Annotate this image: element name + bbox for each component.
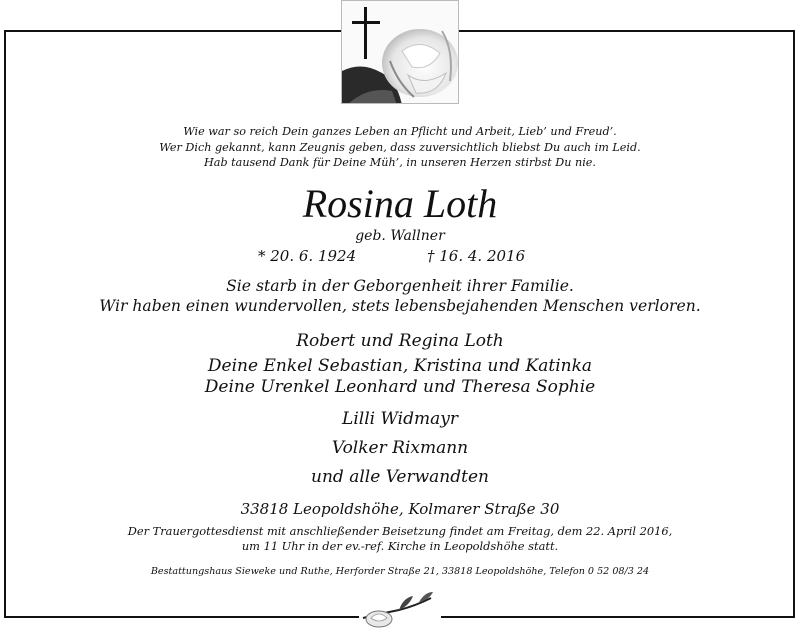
- verse: [0, 124, 800, 171]
- statement-line: Sie starb in der Geborgenheit ihrer Familie.: [226, 277, 574, 295]
- deceased-name: Rosina Loth: [302, 181, 498, 226]
- mourner-line: Deine Urenkel Leonhard und Theresa Sophie: [204, 377, 596, 397]
- cross-rose-icon: [342, 1, 459, 104]
- mourner-line: und alle Verwandten: [311, 467, 489, 487]
- undertaker-info: Bestattungshaus Sieweke und Ruthe, Herforder Straße 21, 33818 Leopoldshöhe, Telefon 0 52 08/3 24: [150, 566, 650, 577]
- statement-line: Wir haben einen wundervollen, stets lebensbejahenden Menschen verloren.: [99, 297, 701, 315]
- verse-line: Wer Dich gekannt, kann Zeugnis geben, dass zuversichtlich bliebst Du auch im Leid.: [159, 140, 641, 154]
- birth-date: * 20. 6. 1924: [258, 247, 357, 265]
- rose-image: [359, 588, 441, 628]
- mourner-group: [0, 356, 800, 398]
- death-date: † 16. 4. 2016: [427, 247, 526, 265]
- mourner-line: Deine Enkel Sebastian, Kristina und Katinka: [207, 356, 593, 376]
- rose-icon: [359, 588, 441, 628]
- service-line: Der Trauergottesdienst mit anschließender Beisetzung findet am Freitag, dem 22. April 2016,: [127, 524, 673, 538]
- mourner-line: Volker Rixmann: [331, 438, 469, 458]
- verse-line: Hab tausend Dank für Deine Müh’, in unseren Herzen stirbst Du nie.: [204, 156, 596, 169]
- mourner-line: Lilli Widmayr: [342, 409, 458, 429]
- statement: [0, 276, 800, 316]
- maiden-name: geb. Wallner: [355, 228, 445, 244]
- service-info: [0, 524, 800, 554]
- service-line: um 11 Uhr in der ev.-ref. Kirche in Leopoldshöhe statt.: [241, 539, 559, 553]
- address: 33818 Leopoldshöhe, Kolmarer Straße 30: [240, 500, 560, 518]
- mourner-line: Robert und Regina Loth: [296, 331, 504, 351]
- cross-rose-image: [341, 0, 459, 104]
- verse-line: Wie war so reich Dein ganzes Leben an Pflicht und Arbeit, Lieb’ und Freud’.: [183, 125, 617, 138]
